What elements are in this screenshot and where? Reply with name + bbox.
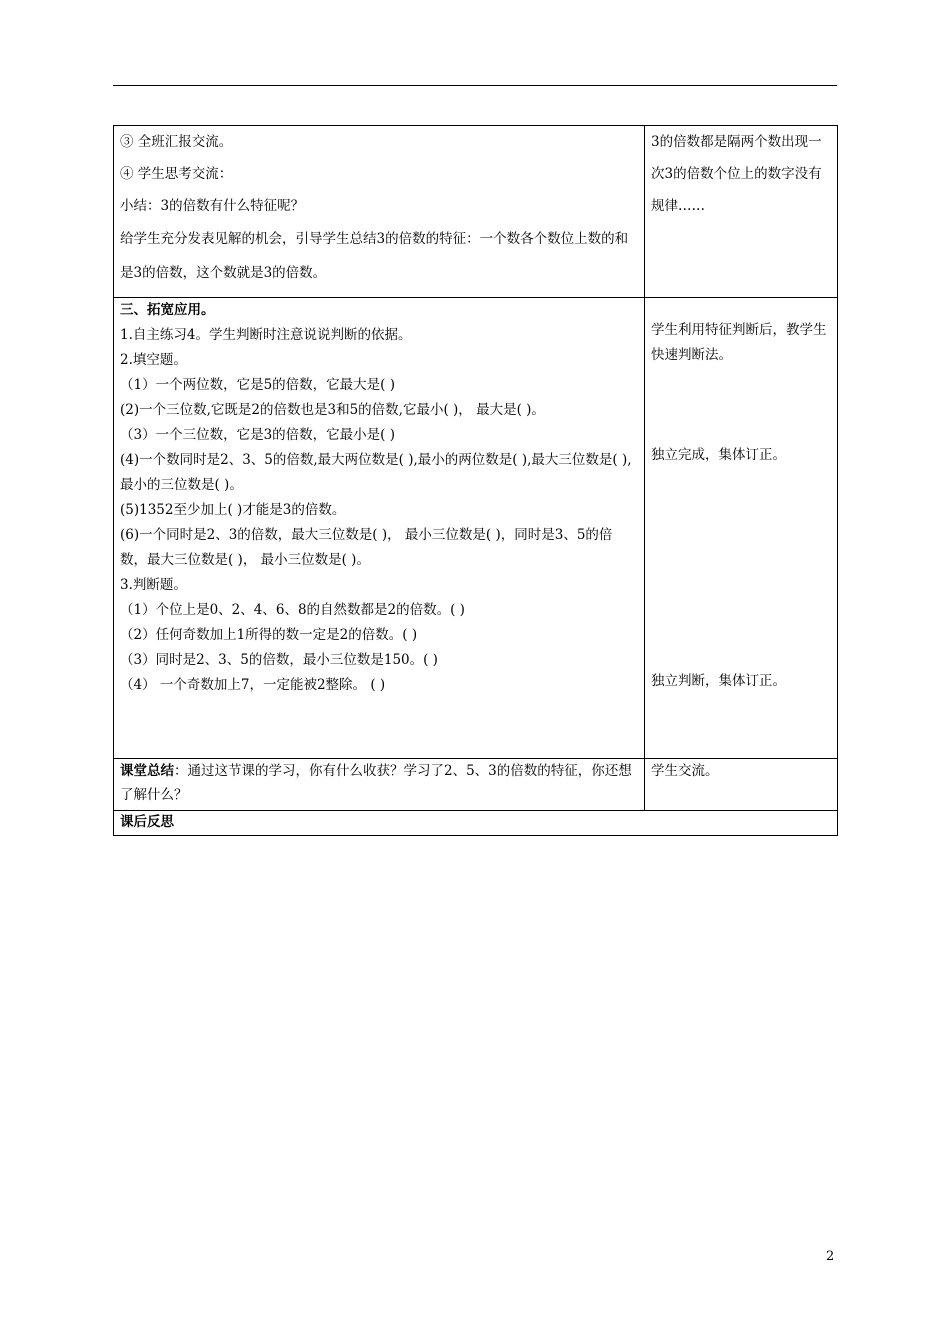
note-text: 3的倍数都是隔两个数出现一次3的倍数个位上的数字没有规律…… — [651, 134, 822, 214]
cell-exercises — [114, 298, 645, 759]
line-summary-question: 小结：3的倍数有什么特征呢？ — [120, 198, 305, 214]
exercise-line: (5)1352至少加上( )才能是3的倍数。 — [120, 502, 346, 518]
row-application — [114, 298, 838, 759]
exercise-line: （1）个位上是0、2、4、6、8的自然数都是2的倍数。( ) — [120, 602, 465, 618]
line-think: ④ 学生思考交流： — [120, 166, 233, 182]
cell-summary — [114, 759, 645, 811]
summary-side-note: 学生交流。 — [651, 763, 719, 779]
summary-text — [120, 759, 638, 807]
exercise-line: 1.自主练习4。学生判断时注意说说判断的依据。 — [120, 327, 412, 343]
summary-body: ：通过这节课的学习，你有什么收获？学习了2、5、3的倍数的特征，你还想了解什么？ — [120, 763, 632, 803]
reflection-label: 课后反思 — [120, 814, 174, 830]
exercise-line: 2.填空题。 — [120, 352, 187, 368]
side-note: 独立完成，集体订正。 — [651, 447, 786, 463]
exercise-line: （4） 一个奇数加上7，一定能被2整除。 ( ) — [120, 677, 386, 693]
exercise-line: （1）一个两位数，它是5的倍数，它最大是( ) — [120, 377, 396, 393]
exercise-line: （3）同时是2、3、5的倍数，最小三位数是150。( ) — [120, 652, 438, 668]
exercise-line: (2)一个三位数,它既是2的倍数也是3和5的倍数,它最小( )， 最大是( )。 — [120, 402, 545, 418]
exercise-line: 3.判断题。 — [120, 577, 187, 593]
line-report: ③ 全班汇报交流。 — [120, 134, 233, 150]
summary-paragraph: 给学生充分发表见解的机会，引导学生总结3的倍数的特征：一个数各个数位上数的和是3的倍数，这个数就是3的倍数。 — [120, 231, 629, 281]
exercise-line: （3）一个三位数，它是3的倍数，它最小是( ) — [120, 427, 396, 443]
side-note: 学生利用特征判断后，教学生快速判断法。 — [651, 322, 827, 363]
cell-summary-side — [645, 759, 838, 811]
cell-activities — [114, 126, 645, 298]
exercise-line: （2）任何奇数加上1所得的数一定是2的倍数。( ) — [120, 627, 418, 643]
exercise-line: (4)一个数同时是2、3、5的倍数,最大两位数是( ),最小的两位数是( ),最大三位数是( ),最小的三位数是( )。 — [120, 452, 632, 493]
row-class-summary — [114, 759, 838, 811]
cell-side-notes — [645, 298, 838, 759]
exercise-line: (6)一个同时是2、3的倍数，最大三位数是( )， 最小三位数是( )，同时是3、5的倍数，最大三位数是( )， 最小三位数是( )。 — [120, 527, 613, 568]
header-rule — [113, 85, 837, 86]
row-class-report — [114, 126, 838, 298]
lesson-plan-table — [113, 125, 838, 836]
cell-note — [645, 126, 838, 298]
row-reflection — [114, 811, 838, 836]
summary-label: 课堂总结 — [120, 763, 174, 779]
side-note: 独立判断，集体订正。 — [651, 673, 786, 689]
cell-reflection — [114, 811, 838, 836]
section-heading: 三、拓宽应用。 — [120, 302, 215, 318]
page-number: 2 — [826, 1249, 835, 1264]
